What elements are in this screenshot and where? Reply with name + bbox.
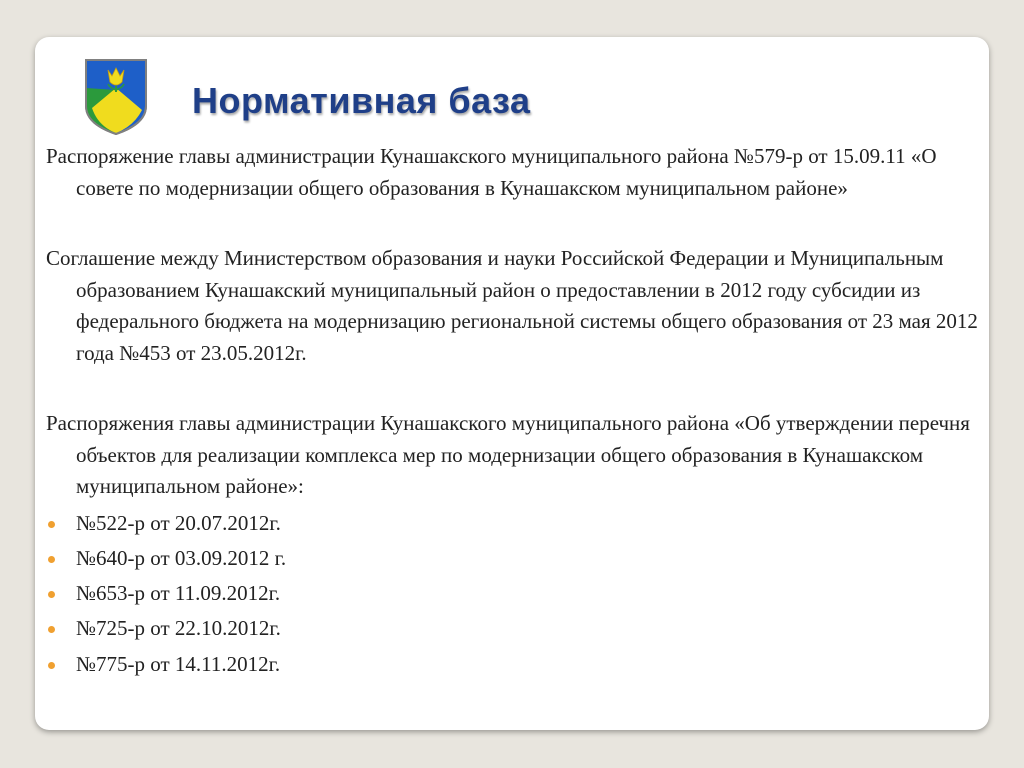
list-item-text: №653-р от 11.09.2012г.	[76, 581, 281, 606]
paragraph-agreement-453: Соглашение между Министерством образования и науки Российской Федерации и Муниципальным образованием Кунашакский муниципальный район о предоставлении в 2012 году субсидии из федерального бюджета на модернизацию региональной системы общего образования от 23 мая 2012 года №453 от 23.05.2012г.	[46, 246, 978, 365]
list-item-text: №775-р от 14.11.2012г.	[76, 651, 281, 676]
coat-of-arms-icon	[84, 58, 148, 136]
paragraph-order-579: Распоряжение главы администрации Кунашакского муниципального района №579-р от 15.09.11 «О совете по модернизации общего образования в Кунашакском муниципальном районе»	[46, 144, 937, 200]
list-item	[46, 647, 991, 682]
orders-list	[46, 506, 991, 682]
bullet-icon	[48, 556, 55, 563]
bullet-icon	[48, 626, 55, 633]
list-item	[46, 611, 991, 646]
list-item-text: №522-р от 20.07.2012г.	[76, 510, 281, 535]
slide-content	[46, 141, 991, 682]
bullet-icon	[48, 591, 55, 598]
bullet-icon	[48, 662, 55, 669]
slide-title: Нормативная база	[192, 80, 531, 121]
list-item	[46, 576, 991, 611]
list-item	[46, 541, 991, 576]
list-item	[46, 506, 991, 541]
list-item-text: №640-р от 03.09.2012 г.	[76, 545, 287, 570]
paragraph-orders-list-intro: Распоряжения главы администрации Кунашакского муниципального района «Об утверждении перечня объектов для реализации комплекса мер по модернизации общего образования в Кунашакском муниципальном районе»:	[46, 411, 970, 498]
list-item-text: №725-р от 22.10.2012г.	[76, 616, 281, 641]
bullet-icon	[48, 521, 55, 528]
